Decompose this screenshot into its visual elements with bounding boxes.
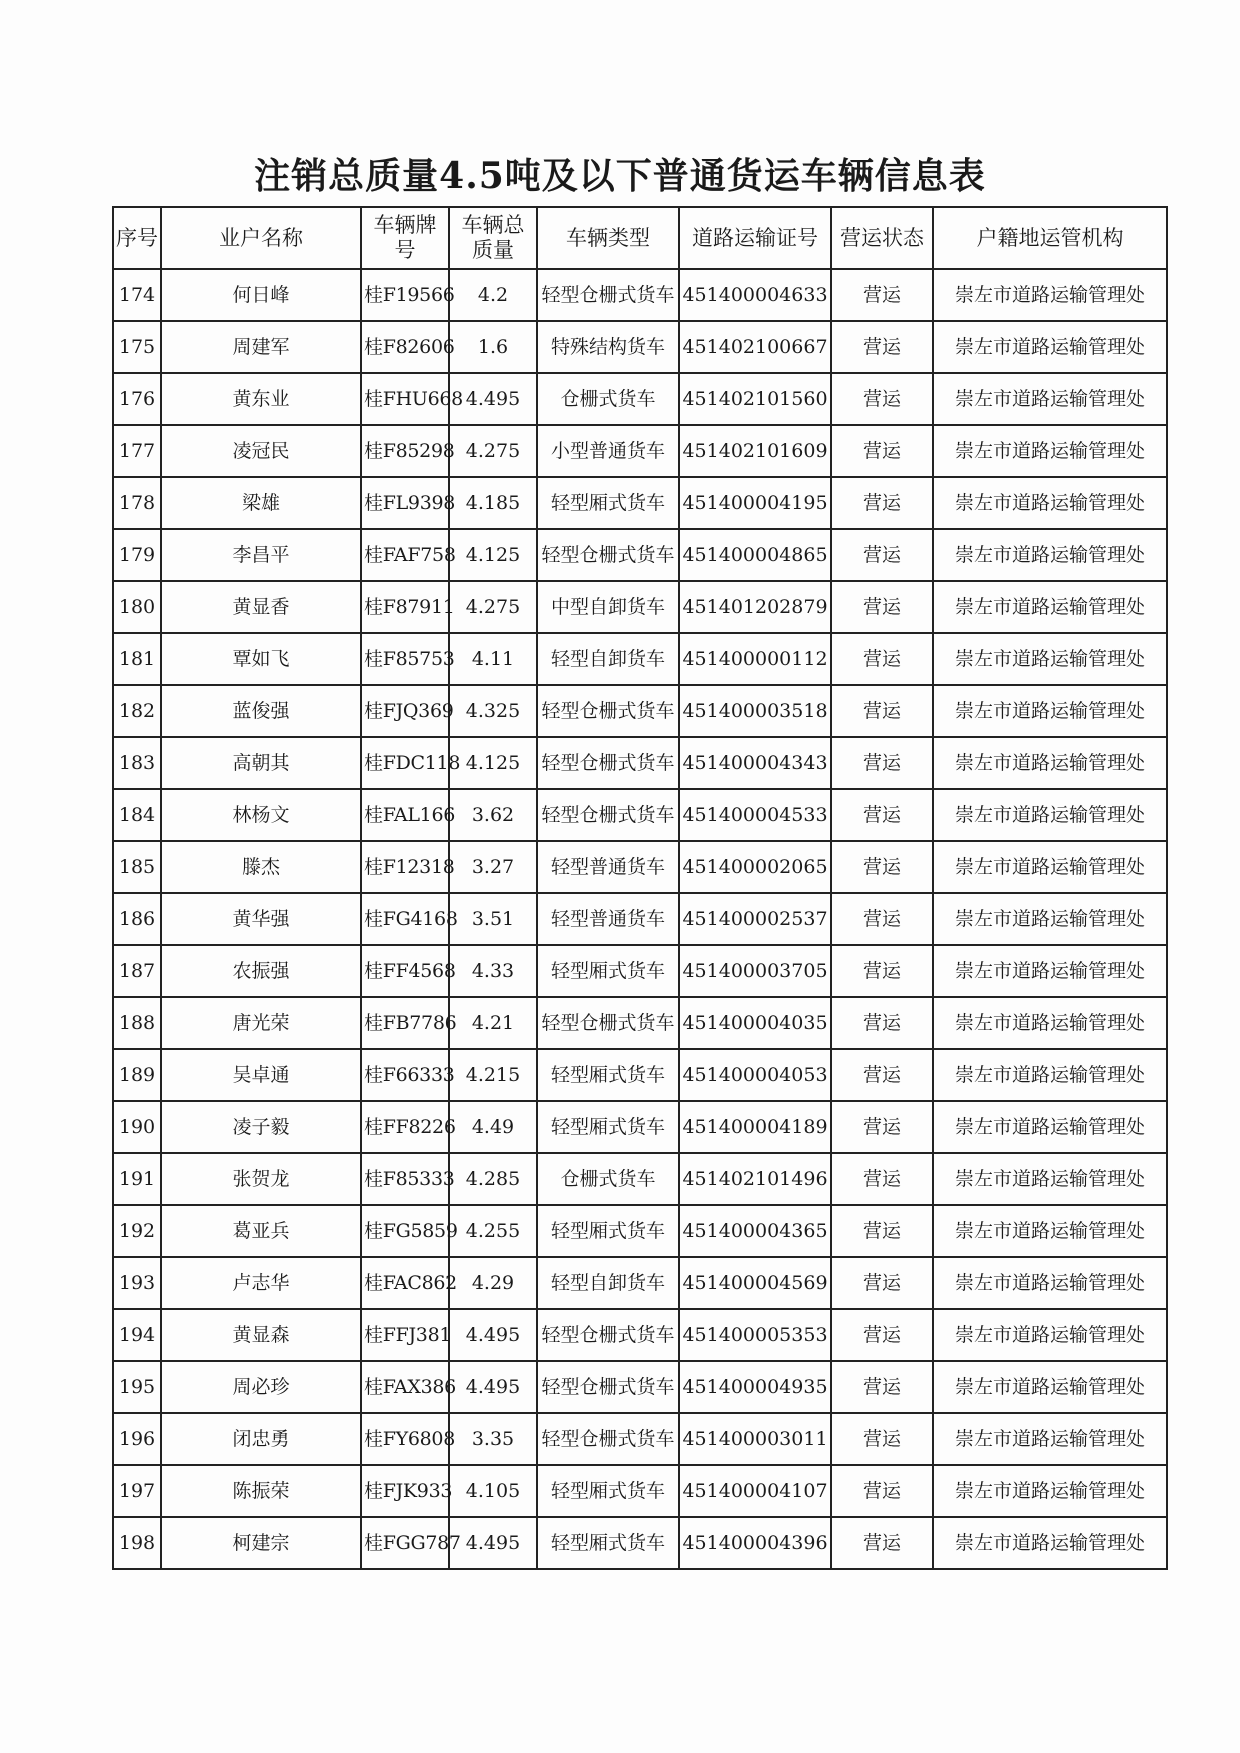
cell-permit: 451402101496 [679,1153,831,1205]
cell-status: 营运 [831,321,933,373]
cell-owner: 周建军 [161,321,361,373]
cell-status: 营运 [831,1517,933,1569]
cell-owner: 凌子毅 [161,1101,361,1153]
cell-org: 崇左市道路运输管理处 [933,633,1167,685]
cell-permit: 451400004053 [679,1049,831,1101]
cell-owner: 林杨文 [161,789,361,841]
cell-plate: 桂FAF758 [361,529,449,581]
cell-status: 营运 [831,997,933,1049]
cell-mass: 4.29 [449,1257,537,1309]
cell-owner: 卢志华 [161,1257,361,1309]
cell-type: 轻型厢式货车 [537,1101,679,1153]
header-mass: 车辆总质量 [449,207,537,269]
cell-owner: 黄东业 [161,373,361,425]
cell-seq: 181 [113,633,161,685]
cell-seq: 194 [113,1309,161,1361]
table-row [113,685,1167,737]
cell-org: 崇左市道路运输管理处 [933,269,1167,321]
cell-seq: 188 [113,997,161,1049]
cell-plate: 桂FG4168 [361,893,449,945]
cell-seq: 192 [113,1205,161,1257]
cell-owner: 凌冠民 [161,425,361,477]
cell-org: 崇左市道路运输管理处 [933,685,1167,737]
table-row [113,1465,1167,1517]
cell-type: 特殊结构货车 [537,321,679,373]
cell-seq: 182 [113,685,161,737]
cell-type: 轻型仓栅式货车 [537,789,679,841]
vehicle-info-table [112,206,1168,1570]
cell-org: 崇左市道路运输管理处 [933,425,1167,477]
cell-plate: 桂FB7786 [361,997,449,1049]
cell-org: 崇左市道路运输管理处 [933,1257,1167,1309]
cell-plate: 桂FL9398 [361,477,449,529]
cell-org: 崇左市道路运输管理处 [933,1153,1167,1205]
header-org: 户籍地运管机构 [933,207,1167,269]
cell-permit: 451400004189 [679,1101,831,1153]
cell-org: 崇左市道路运输管理处 [933,581,1167,633]
table-row [113,269,1167,321]
cell-status: 营运 [831,1257,933,1309]
cell-owner: 张贺龙 [161,1153,361,1205]
cell-mass: 4.255 [449,1205,537,1257]
table-row [113,529,1167,581]
cell-seq: 186 [113,893,161,945]
cell-plate: 桂FHU668 [361,373,449,425]
cell-status: 营运 [831,633,933,685]
cell-status: 营运 [831,1465,933,1517]
cell-permit: 451400004865 [679,529,831,581]
cell-org: 崇左市道路运输管理处 [933,893,1167,945]
table-header-row [113,207,1167,269]
table-row [113,789,1167,841]
cell-mass: 4.285 [449,1153,537,1205]
header-owner: 业户名称 [161,207,361,269]
header-plate: 车辆牌号 [361,207,449,269]
cell-plate: 桂F85333 [361,1153,449,1205]
table-row [113,841,1167,893]
cell-permit: 451400004107 [679,1465,831,1517]
cell-plate: 桂F85753 [361,633,449,685]
cell-permit: 451400004533 [679,789,831,841]
cell-plate: 桂F12318 [361,841,449,893]
table-row [113,581,1167,633]
cell-seq: 185 [113,841,161,893]
cell-status: 营运 [831,1413,933,1465]
header-permit: 道路运输证号 [679,207,831,269]
cell-type: 轻型普通货车 [537,893,679,945]
cell-permit: 451400002537 [679,893,831,945]
cell-permit: 451400000112 [679,633,831,685]
cell-type: 小型普通货车 [537,425,679,477]
header-status: 营运状态 [831,207,933,269]
cell-seq: 197 [113,1465,161,1517]
cell-status: 营运 [831,841,933,893]
cell-owner: 唐光荣 [161,997,361,1049]
cell-status: 营运 [831,1361,933,1413]
cell-type: 轻型厢式货车 [537,1049,679,1101]
cell-permit: 451400003011 [679,1413,831,1465]
cell-permit: 451400004343 [679,737,831,789]
cell-plate: 桂FJQ369 [361,685,449,737]
cell-permit: 451402101609 [679,425,831,477]
cell-org: 崇左市道路运输管理处 [933,1361,1167,1413]
cell-mass: 4.495 [449,373,537,425]
cell-type: 轻型仓栅式货车 [537,529,679,581]
cell-plate: 桂FAL166 [361,789,449,841]
cell-type: 轻型自卸货车 [537,633,679,685]
cell-plate: 桂F87911 [361,581,449,633]
cell-status: 营运 [831,945,933,997]
cell-owner: 梁雄 [161,477,361,529]
cell-plate: 桂F82606 [361,321,449,373]
table-row [113,1517,1167,1569]
cell-org: 崇左市道路运输管理处 [933,373,1167,425]
cell-type: 仓栅式货车 [537,1153,679,1205]
cell-org: 崇左市道路运输管理处 [933,1049,1167,1101]
cell-owner: 农振强 [161,945,361,997]
table-row [113,633,1167,685]
cell-plate: 桂FAC862 [361,1257,449,1309]
cell-org: 崇左市道路运输管理处 [933,1517,1167,1569]
cell-permit: 451400004396 [679,1517,831,1569]
cell-status: 营运 [831,685,933,737]
cell-plate: 桂FF8226 [361,1101,449,1153]
cell-type: 轻型普通货车 [537,841,679,893]
cell-mass: 4.275 [449,425,537,477]
table-row [113,737,1167,789]
cell-seq: 178 [113,477,161,529]
cell-mass: 4.21 [449,997,537,1049]
cell-type: 轻型仓栅式货车 [537,1309,679,1361]
cell-plate: 桂FDC118 [361,737,449,789]
cell-org: 崇左市道路运输管理处 [933,997,1167,1049]
cell-owner: 陈振荣 [161,1465,361,1517]
cell-seq: 190 [113,1101,161,1153]
cell-mass: 4.215 [449,1049,537,1101]
cell-owner: 闭忠勇 [161,1413,361,1465]
cell-permit: 451400004935 [679,1361,831,1413]
cell-mass: 4.495 [449,1517,537,1569]
cell-status: 营运 [831,737,933,789]
cell-org: 崇左市道路运输管理处 [933,841,1167,893]
cell-status: 营运 [831,373,933,425]
cell-plate: 桂FJK933 [361,1465,449,1517]
cell-mass: 4.125 [449,529,537,581]
cell-mass: 4.11 [449,633,537,685]
cell-owner: 黄显森 [161,1309,361,1361]
cell-type: 轻型仓栅式货车 [537,685,679,737]
cell-mass: 4.495 [449,1361,537,1413]
cell-org: 崇左市道路运输管理处 [933,1205,1167,1257]
table-row [113,893,1167,945]
cell-seq: 189 [113,1049,161,1101]
cell-seq: 191 [113,1153,161,1205]
cell-mass: 4.105 [449,1465,537,1517]
cell-org: 崇左市道路运输管理处 [933,1309,1167,1361]
cell-type: 轻型自卸货车 [537,1257,679,1309]
cell-seq: 195 [113,1361,161,1413]
cell-plate: 桂F85298 [361,425,449,477]
cell-permit: 451401202879 [679,581,831,633]
cell-mass: 4.33 [449,945,537,997]
cell-type: 轻型仓栅式货车 [537,1361,679,1413]
cell-seq: 175 [113,321,161,373]
cell-owner: 蓝俊强 [161,685,361,737]
cell-status: 营运 [831,1205,933,1257]
cell-plate: 桂FAX386 [361,1361,449,1413]
cell-mass: 1.6 [449,321,537,373]
table-row [113,1257,1167,1309]
cell-org: 崇左市道路运输管理处 [933,1413,1167,1465]
cell-owner: 李昌平 [161,529,361,581]
cell-owner: 葛亚兵 [161,1205,361,1257]
cell-permit: 451400004035 [679,997,831,1049]
cell-seq: 193 [113,1257,161,1309]
cell-permit: 451400005353 [679,1309,831,1361]
header-type: 车辆类型 [537,207,679,269]
cell-seq: 187 [113,945,161,997]
cell-status: 营运 [831,425,933,477]
table-row [113,477,1167,529]
cell-owner: 吴卓通 [161,1049,361,1101]
cell-seq: 183 [113,737,161,789]
cell-org: 崇左市道路运输管理处 [933,945,1167,997]
cell-type: 中型自卸货车 [537,581,679,633]
cell-status: 营运 [831,1309,933,1361]
cell-type: 轻型厢式货车 [537,1517,679,1569]
cell-seq: 176 [113,373,161,425]
cell-status: 营运 [831,789,933,841]
cell-plate: 桂F19566 [361,269,449,321]
table-row [113,997,1167,1049]
cell-plate: 桂FG5859 [361,1205,449,1257]
cell-mass: 3.35 [449,1413,537,1465]
table-row [113,1413,1167,1465]
cell-mass: 3.62 [449,789,537,841]
cell-owner: 黄显香 [161,581,361,633]
table-row [113,1049,1167,1101]
cell-owner: 何日峰 [161,269,361,321]
cell-status: 营运 [831,1101,933,1153]
cell-type: 轻型仓栅式货车 [537,269,679,321]
cell-permit: 451400004633 [679,269,831,321]
cell-type: 轻型仓栅式货车 [537,737,679,789]
cell-permit: 451400004365 [679,1205,831,1257]
cell-plate: 桂FF4568 [361,945,449,997]
cell-type: 轻型厢式货车 [537,477,679,529]
table-body [113,269,1167,1569]
cell-seq: 196 [113,1413,161,1465]
cell-plate: 桂FY6808 [361,1413,449,1465]
table-row [113,425,1167,477]
cell-seq: 184 [113,789,161,841]
cell-seq: 179 [113,529,161,581]
table-row [113,1309,1167,1361]
table-row [113,321,1167,373]
cell-status: 营运 [831,1153,933,1205]
cell-plate: 桂F66333 [361,1049,449,1101]
cell-permit: 451400004195 [679,477,831,529]
cell-seq: 174 [113,269,161,321]
cell-mass: 4.495 [449,1309,537,1361]
cell-mass: 4.325 [449,685,537,737]
cell-org: 崇左市道路运输管理处 [933,477,1167,529]
cell-org: 崇左市道路运输管理处 [933,321,1167,373]
cell-permit: 451402100667 [679,321,831,373]
cell-org: 崇左市道路运输管理处 [933,1465,1167,1517]
table-row [113,1361,1167,1413]
cell-mass: 3.51 [449,893,537,945]
cell-status: 营运 [831,893,933,945]
cell-type: 轻型厢式货车 [537,1465,679,1517]
table-row [113,1153,1167,1205]
cell-owner: 高朝其 [161,737,361,789]
cell-type: 轻型厢式货车 [537,1205,679,1257]
cell-permit: 451400002065 [679,841,831,893]
cell-owner: 周必珍 [161,1361,361,1413]
cell-plate: 桂FGG787 [361,1517,449,1569]
cell-plate: 桂FFJ381 [361,1309,449,1361]
cell-permit: 451400004569 [679,1257,831,1309]
cell-org: 崇左市道路运输管理处 [933,789,1167,841]
cell-org: 崇左市道路运输管理处 [933,737,1167,789]
cell-owner: 覃如飞 [161,633,361,685]
cell-status: 营运 [831,269,933,321]
cell-org: 崇左市道路运输管理处 [933,529,1167,581]
table-row [113,373,1167,425]
table-row [113,945,1167,997]
cell-status: 营运 [831,477,933,529]
cell-permit: 451400003518 [679,685,831,737]
cell-type: 仓栅式货车 [537,373,679,425]
cell-status: 营运 [831,581,933,633]
cell-owner: 黄华强 [161,893,361,945]
cell-mass: 4.49 [449,1101,537,1153]
table-row [113,1205,1167,1257]
cell-type: 轻型厢式货车 [537,945,679,997]
cell-seq: 177 [113,425,161,477]
cell-seq: 198 [113,1517,161,1569]
table-row [113,1101,1167,1153]
cell-type: 轻型仓栅式货车 [537,1413,679,1465]
cell-owner: 柯建宗 [161,1517,361,1569]
header-seq: 序号 [113,207,161,269]
cell-type: 轻型仓栅式货车 [537,997,679,1049]
cell-permit: 451400003705 [679,945,831,997]
cell-mass: 4.2 [449,269,537,321]
cell-status: 营运 [831,1049,933,1101]
cell-mass: 4.185 [449,477,537,529]
cell-status: 营运 [831,529,933,581]
cell-mass: 4.275 [449,581,537,633]
page-title: 注销总质量4.5吨及以下普通货运车辆信息表 [254,155,986,197]
cell-seq: 180 [113,581,161,633]
cell-owner: 滕杰 [161,841,361,893]
cell-org: 崇左市道路运输管理处 [933,1101,1167,1153]
cell-mass: 3.27 [449,841,537,893]
cell-mass: 4.125 [449,737,537,789]
cell-permit: 451402101560 [679,373,831,425]
